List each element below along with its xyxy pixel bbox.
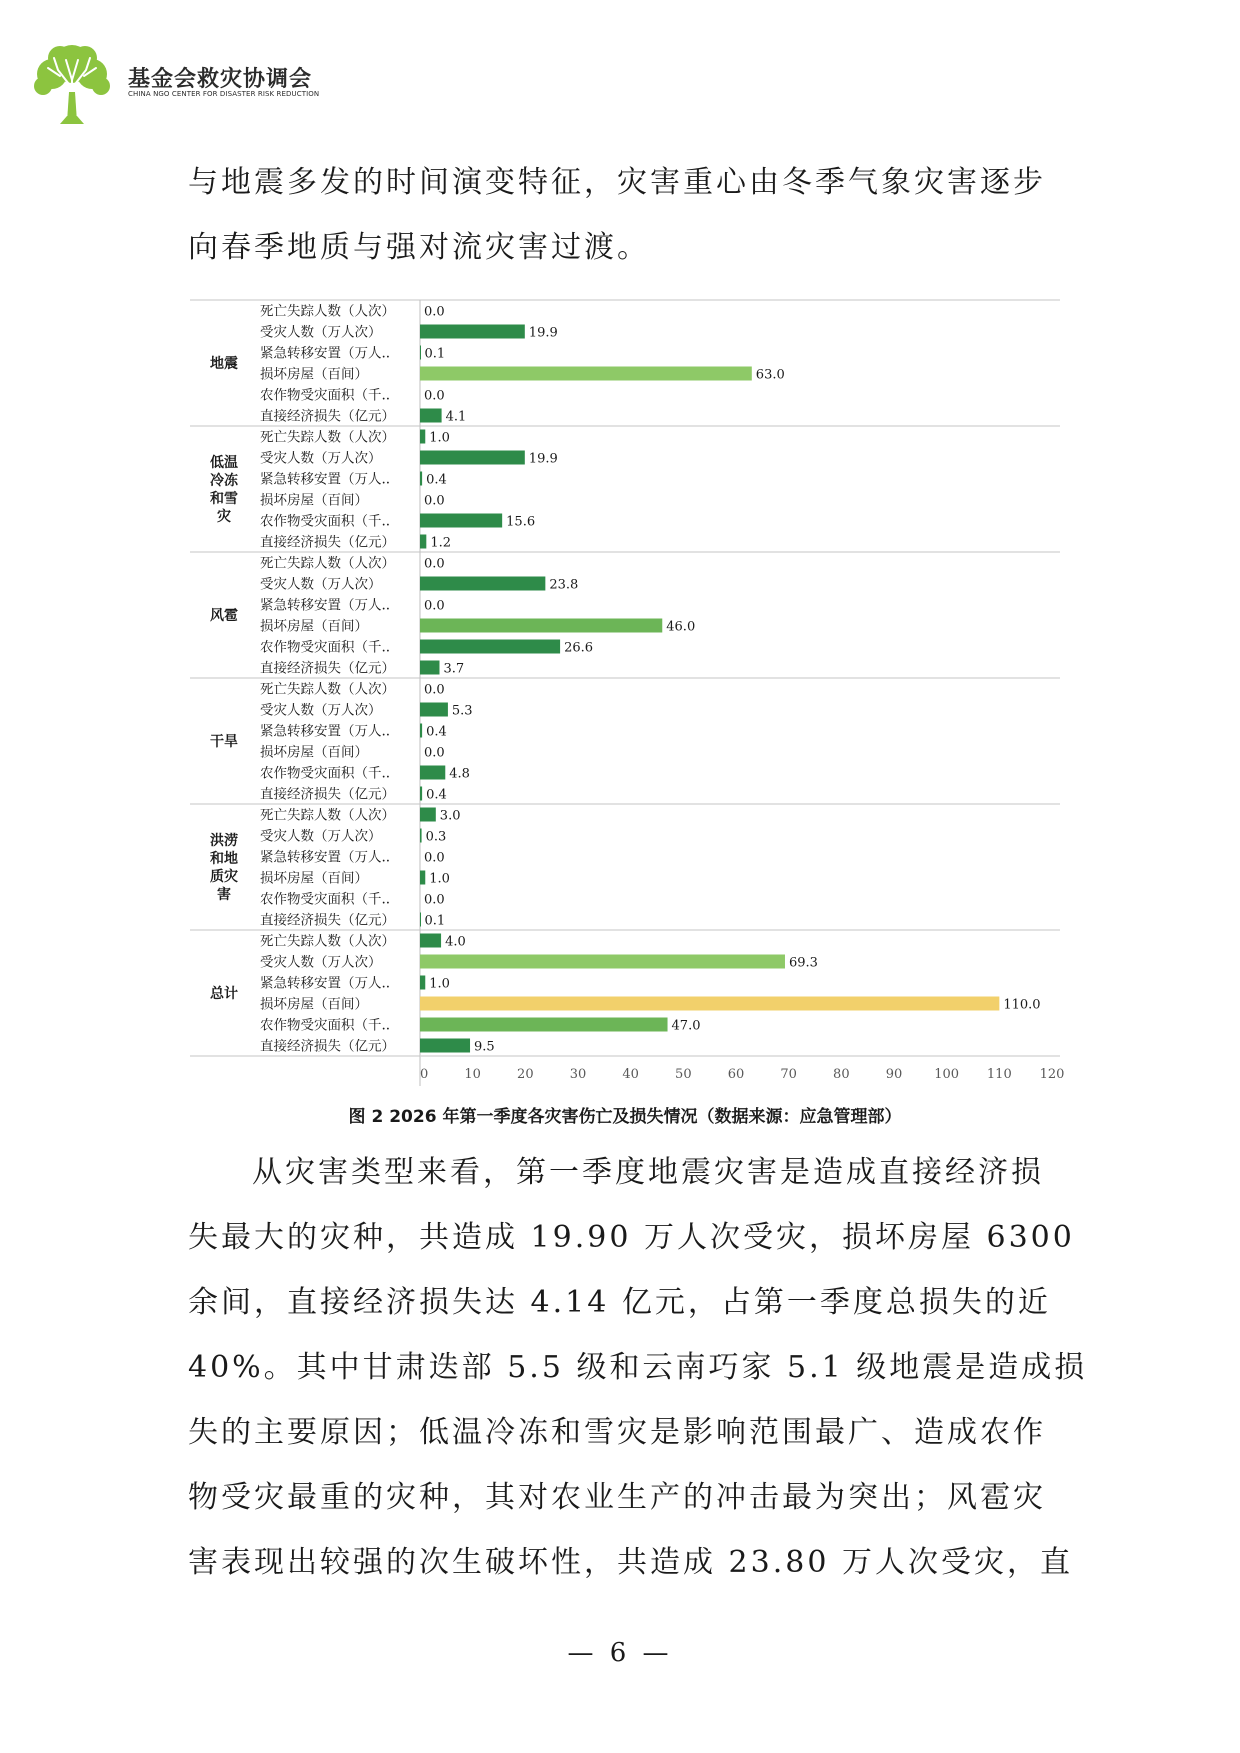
org-name-english: CHINA NGO CENTER FOR DISASTER RISK REDUCTION xyxy=(128,90,320,98)
metric-label: 死亡失踪人数（人次） xyxy=(260,681,395,698)
data-label: 4.1 xyxy=(445,409,467,425)
paragraph-analysis xyxy=(188,1140,1088,1595)
data-label: 69.3 xyxy=(788,955,818,971)
metric-label: 损坏房屋（百间） xyxy=(260,996,368,1013)
bar xyxy=(420,997,999,1011)
paragraph-line xyxy=(188,1140,1058,1205)
x-tick-label: 20 xyxy=(517,1067,534,1082)
metric-label: 紧急转移安置（万人.. xyxy=(260,597,391,614)
metric-label: 受灾人数（万人次） xyxy=(260,828,382,845)
data-label: 9.5 xyxy=(474,1039,495,1055)
paragraph-line: 失最大的灾种，共造成 19.90 万人次受灾，损坏房屋 6300 xyxy=(188,1220,1075,1255)
metric-label: 紧急转移安置（万人.. xyxy=(260,975,391,992)
metric-label: 农作物受灾面积（千.. xyxy=(260,1017,391,1034)
data-label: 4.8 xyxy=(449,766,470,782)
metric-label: 损坏房屋（百间） xyxy=(260,744,368,761)
x-tick-label: 10 xyxy=(464,1067,481,1082)
data-label: 15.6 xyxy=(506,514,536,530)
data-label: 19.9 xyxy=(528,451,558,467)
paragraph-line-text: 从灾害类型来看，第一季度地震灾害是造成直接经济损 xyxy=(252,1155,1044,1190)
bar xyxy=(420,787,422,801)
data-label: 0.4 xyxy=(426,472,447,488)
tree-logo-icon xyxy=(30,40,115,125)
data-label: 1.0 xyxy=(429,976,450,992)
paragraph-line: 与地震多发的时间演变特征，灾害重心由冬季气象灾害逐步 xyxy=(188,165,1046,200)
bar xyxy=(420,577,545,591)
metric-label: 直接经济损失（亿元） xyxy=(260,534,395,551)
bar xyxy=(420,1039,470,1053)
data-label: 0.0 xyxy=(424,598,445,614)
metric-label: 损坏房屋（百间） xyxy=(260,366,368,383)
data-label: 46.0 xyxy=(666,619,696,635)
paragraph-line: 物受灾最重的灾种，其对农业生产的冲击最为突出；风雹灾 xyxy=(188,1480,1046,1515)
bar xyxy=(420,619,662,633)
group-label: 风雹 xyxy=(210,608,238,624)
group-label: 灾 xyxy=(217,509,231,525)
data-label: 0.4 xyxy=(426,724,447,740)
bar xyxy=(420,871,425,885)
metric-label: 死亡失踪人数（人次） xyxy=(260,555,395,572)
metric-label: 受灾人数（万人次） xyxy=(260,324,382,341)
x-tick-label: 60 xyxy=(727,1067,745,1082)
bar xyxy=(420,472,422,486)
metric-label: 紧急转移安置（万人.. xyxy=(260,723,391,740)
x-tick-label: 70 xyxy=(780,1067,797,1082)
x-tick-label: 80 xyxy=(833,1067,850,1082)
metric-label: 直接经济损失（亿元） xyxy=(260,408,395,425)
data-label: 23.8 xyxy=(549,577,579,593)
metric-label: 农作物受灾面积（千.. xyxy=(260,639,391,656)
group-label: 洪涝 xyxy=(210,833,238,849)
metric-label: 直接经济损失（亿元） xyxy=(260,786,395,803)
metric-label: 死亡失踪人数（人次） xyxy=(260,807,395,824)
data-label: 3.7 xyxy=(443,661,465,677)
bar xyxy=(420,640,560,654)
bar xyxy=(420,535,426,549)
x-tick-label: 120 xyxy=(1039,1067,1065,1082)
data-label: 3.0 xyxy=(439,808,461,824)
bar xyxy=(420,409,442,423)
bar xyxy=(420,367,752,381)
paragraph-line: 40%。其中甘肃迭部 5.5 级和云南巧家 5.1 级地震是造成损 xyxy=(188,1350,1088,1385)
data-label: 0.1 xyxy=(424,913,446,929)
metric-label: 紧急转移安置（万人.. xyxy=(260,849,391,866)
metric-label: 损坏房屋（百间） xyxy=(260,492,368,509)
data-label: 47.0 xyxy=(671,1018,701,1034)
paragraph-line: 向春季地质与强对流灾害过渡。 xyxy=(188,230,650,265)
x-tick-label: 50 xyxy=(675,1067,692,1082)
bar xyxy=(420,325,525,339)
data-label: 110.0 xyxy=(1003,997,1041,1013)
page-number: — 6 — xyxy=(567,1638,673,1668)
metric-label: 受灾人数（万人次） xyxy=(260,576,382,593)
group-label: 地震 xyxy=(210,356,238,372)
group-label: 冷冻 xyxy=(210,473,238,489)
x-tick-label: 100 xyxy=(934,1067,960,1082)
metric-label: 紧急转移安置（万人.. xyxy=(260,471,391,488)
bar xyxy=(420,766,445,780)
metric-label: 农作物受灾面积（千.. xyxy=(260,891,391,908)
group-label: 总计 xyxy=(210,986,238,1002)
paragraph-intro xyxy=(188,150,1058,280)
org-name: 基金会救灾协调会 xyxy=(128,67,313,92)
metric-label: 农作物受灾面积（千.. xyxy=(260,765,391,782)
data-label: 0.4 xyxy=(426,787,447,803)
metric-label: 紧急转移安置（万人.. xyxy=(260,345,391,362)
metric-label: 死亡失踪人数（人次） xyxy=(260,303,395,320)
data-label: 0.0 xyxy=(424,682,445,698)
bar xyxy=(420,346,421,360)
metric-label: 直接经济损失（亿元） xyxy=(260,912,395,929)
paragraph-line: 余间，直接经济损失达 4.14 亿元，占第一季度总损失的近 xyxy=(188,1285,1051,1320)
data-label: 0.0 xyxy=(424,556,445,572)
bar xyxy=(420,934,441,948)
x-tick-label: 0 xyxy=(420,1067,429,1082)
data-label: 0.0 xyxy=(424,850,445,866)
metric-label: 死亡失踪人数（人次） xyxy=(260,933,395,950)
x-tick-label: 30 xyxy=(569,1067,587,1082)
bar xyxy=(420,451,525,465)
metric-label: 直接经济损失（亿元） xyxy=(260,1038,395,1055)
chart-svg xyxy=(190,298,1065,1090)
bar xyxy=(420,955,785,969)
metric-label: 受灾人数（万人次） xyxy=(260,954,382,971)
data-label: 63.0 xyxy=(755,367,785,383)
group-label: 干旱 xyxy=(210,734,238,750)
data-label: 1.0 xyxy=(429,430,450,446)
data-label: 0.3 xyxy=(425,829,447,845)
bar xyxy=(420,913,421,927)
metric-label: 损坏房屋（百间） xyxy=(260,870,368,887)
metric-label: 死亡失踪人数（人次） xyxy=(260,429,395,446)
metric-label: 受灾人数（万人次） xyxy=(260,702,382,719)
data-label: 0.0 xyxy=(424,304,445,320)
bar xyxy=(420,661,439,675)
x-tick-label: 40 xyxy=(622,1067,639,1082)
disaster-loss-chart xyxy=(190,298,1065,1090)
x-tick-label: 90 xyxy=(885,1067,903,1082)
data-label: 5.3 xyxy=(451,703,473,719)
group-label: 和地 xyxy=(210,851,238,867)
figure-caption: 图 2 2026 年第一季度各灾害伤亡及损失情况（数据来源：应急管理部） xyxy=(348,1107,902,1127)
bar xyxy=(420,808,436,822)
bar xyxy=(420,703,448,717)
bar xyxy=(420,430,425,444)
bar xyxy=(420,514,502,528)
page-header xyxy=(30,40,330,125)
group-label: 和雪 xyxy=(210,491,238,507)
x-tick-label: 110 xyxy=(986,1067,1012,1082)
paragraph-line: 失的主要原因；低温冷冻和雪灾是影响范围最广、造成农作 xyxy=(188,1415,1046,1450)
data-label: 1.0 xyxy=(429,871,450,887)
data-label: 1.2 xyxy=(430,535,452,551)
data-label: 0.1 xyxy=(424,346,446,362)
metric-label: 损坏房屋（百间） xyxy=(260,618,368,635)
metric-label: 农作物受灾面积（千.. xyxy=(260,387,391,404)
data-label: 0.0 xyxy=(424,388,445,404)
data-label: 26.6 xyxy=(564,640,594,656)
data-label: 0.0 xyxy=(424,493,445,509)
paragraph-line: 害表现出较强的次生破坏性，共造成 23.80 万人次受灾，直 xyxy=(188,1545,1073,1580)
bar xyxy=(420,724,422,738)
data-label: 4.0 xyxy=(445,934,466,950)
group-label: 害 xyxy=(217,887,231,903)
bar xyxy=(420,1018,668,1032)
data-label: 19.9 xyxy=(528,325,558,341)
data-label: 0.0 xyxy=(424,892,445,908)
group-label: 质灾 xyxy=(210,869,238,885)
group-label: 低温 xyxy=(210,455,238,471)
metric-label: 受灾人数（万人次） xyxy=(260,450,382,467)
data-label: 0.0 xyxy=(424,745,445,761)
bar xyxy=(420,829,422,843)
bar xyxy=(420,976,425,990)
metric-label: 直接经济损失（亿元） xyxy=(260,660,395,677)
metric-label: 农作物受灾面积（千.. xyxy=(260,513,391,530)
